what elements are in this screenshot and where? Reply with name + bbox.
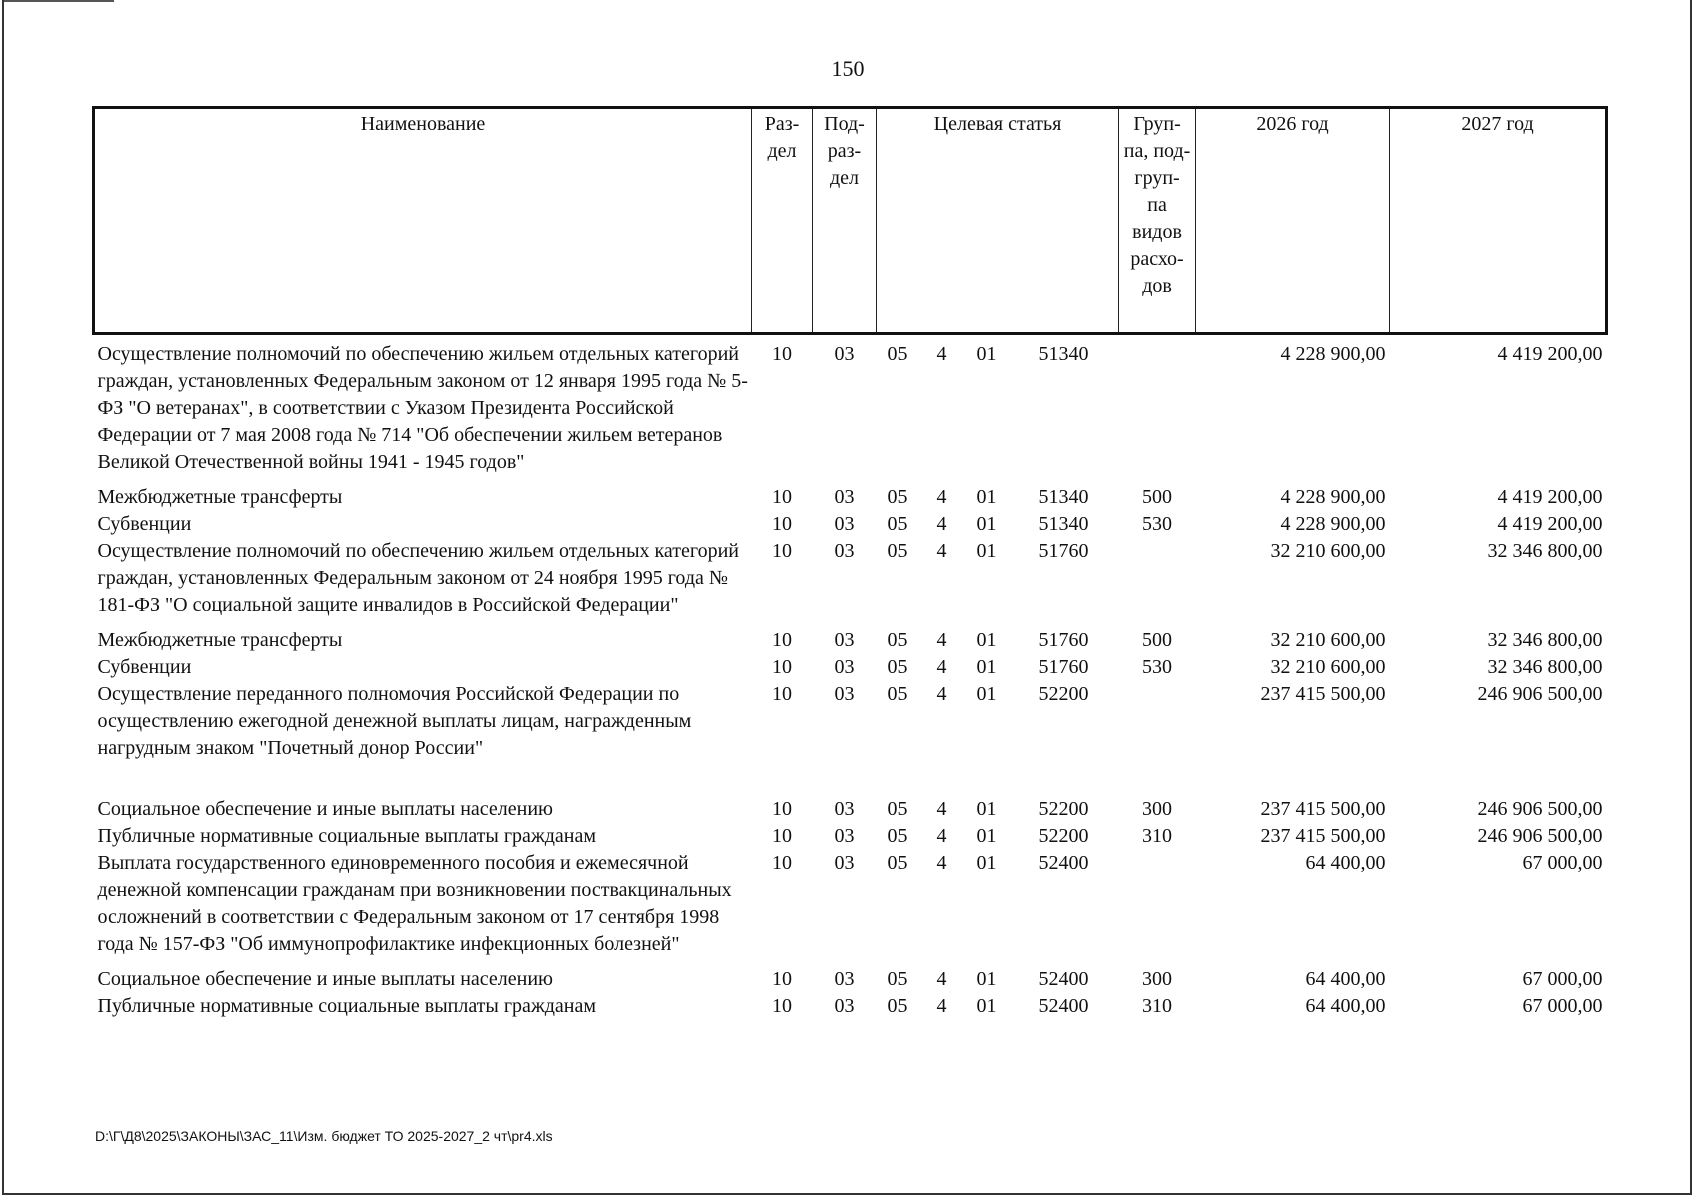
row-amount-2026: 237 415 500,00 <box>1260 798 1386 820</box>
row-podrazdel: 03 <box>834 513 855 535</box>
row-amount-2027: 246 906 500,00 <box>1477 798 1603 820</box>
row-podrazdel: 03 <box>834 995 855 1017</box>
row-razdel: 10 <box>772 825 792 847</box>
header-year-2027: 2027 год <box>1390 108 1607 334</box>
row-amount-2027: 32 346 800,00 <box>1487 540 1603 562</box>
row-podrazdel: 03 <box>834 798 855 820</box>
row-target-type: 4 <box>936 629 947 651</box>
row-target-subprogram: 01 <box>976 486 997 508</box>
row-name: Публичные нормативные социальные выплаты гражданам <box>97 825 597 847</box>
row-target-type: 4 <box>936 852 947 874</box>
row-amount-2026: 4 228 900,00 <box>1280 486 1386 508</box>
row-target-subprogram: 01 <box>976 513 997 535</box>
header-name: Наименование <box>94 108 752 334</box>
row-name: Социальное обеспечение и иные выплаты населению <box>97 968 553 990</box>
row-amount-2027: 246 906 500,00 <box>1477 825 1603 847</box>
row-amount-2026: 64 400,00 <box>1305 995 1386 1017</box>
row-podrazdel: 03 <box>834 825 855 847</box>
row-amount-2026: 237 415 500,00 <box>1260 825 1386 847</box>
row-target-subprogram: 01 <box>976 343 997 365</box>
row-expense-group <box>1119 850 1196 966</box>
table-row <box>94 627 1607 654</box>
table-row <box>94 681 1607 796</box>
row-podrazdel: 03 <box>834 852 855 874</box>
row-amount-2027: 32 346 800,00 <box>1487 629 1603 651</box>
row-razdel: 10 <box>772 852 792 874</box>
row-target-type: 4 <box>936 513 947 535</box>
table-row <box>94 334 1607 485</box>
row-target-direction: 52400 <box>1038 968 1089 990</box>
row-expense-group <box>1119 334 1196 485</box>
row-expense-group: 300 <box>1142 968 1173 990</box>
row-target-subprogram: 01 <box>976 656 997 678</box>
table-row <box>94 796 1607 823</box>
row-amount-2027: 246 906 500,00 <box>1477 683 1603 705</box>
header-razdel: Раз- дел <box>752 108 813 334</box>
table-row <box>94 966 1607 993</box>
row-amount-2027: 4 419 200,00 <box>1497 513 1603 535</box>
row-target-direction: 51340 <box>1038 513 1089 535</box>
row-razdel: 10 <box>772 629 792 651</box>
row-amount-2027: 67 000,00 <box>1522 995 1603 1017</box>
row-target-program: 05 <box>887 683 908 705</box>
table-row <box>94 654 1607 681</box>
row-target-direction: 52400 <box>1038 852 1089 874</box>
row-target-direction: 52400 <box>1038 995 1089 1017</box>
row-target-direction: 52200 <box>1038 798 1089 820</box>
row-razdel: 10 <box>772 540 792 562</box>
row-razdel: 10 <box>772 656 792 678</box>
row-target-subprogram: 01 <box>976 995 997 1017</box>
row-razdel: 10 <box>772 995 792 1017</box>
row-target-program: 05 <box>887 343 908 365</box>
row-name: Осуществление полномочий по обеспечению жильем отдельных категорий граждан, установленных Федеральным законом от 12 января 1995 года № 5-ФЗ "О ветеранах", в соответствии с Указом Президента Российской Федерации от 7 мая 2008 года № 714 "Об обеспечении жильем ветеранов Великой Отечественной войны 1941 - 1945 годов" <box>97 343 748 473</box>
row-expense-group: 300 <box>1142 798 1173 820</box>
row-amount-2026: 32 210 600,00 <box>1270 540 1386 562</box>
row-podrazdel: 03 <box>834 486 855 508</box>
row-name: Субвенции <box>97 513 192 535</box>
row-target-subprogram: 01 <box>976 683 997 705</box>
table-row <box>94 511 1607 538</box>
row-name: Социальное обеспечение и иные выплаты населению <box>97 798 553 820</box>
row-target-program: 05 <box>887 656 908 678</box>
row-amount-2027: 67 000,00 <box>1522 852 1603 874</box>
row-target-program: 05 <box>887 825 908 847</box>
row-target-direction: 51760 <box>1038 540 1089 562</box>
row-podrazdel: 03 <box>834 540 855 562</box>
row-podrazdel: 03 <box>834 629 855 651</box>
row-name: Публичные нормативные социальные выплаты гражданам <box>97 995 597 1017</box>
row-expense-group: 500 <box>1142 486 1173 508</box>
page-number: 150 <box>831 56 865 81</box>
row-target-subprogram: 01 <box>976 629 997 651</box>
table-row <box>94 993 1607 1020</box>
row-expense-group: 500 <box>1142 629 1173 651</box>
file-path-footer: D:\Г\Д8\2025\ЗАКОНЫ\ЗАС_11\Изм. бюджет ТО 2025-2027_2 чт\pr4.xls <box>95 1128 553 1144</box>
row-target-direction: 52200 <box>1038 683 1089 705</box>
row-target-type: 4 <box>936 683 947 705</box>
row-target-direction: 51340 <box>1038 486 1089 508</box>
row-target-subprogram: 01 <box>976 968 997 990</box>
row-target-program: 05 <box>887 486 908 508</box>
table-row <box>94 850 1607 966</box>
row-amount-2026: 64 400,00 <box>1305 968 1386 990</box>
table-row <box>94 484 1607 511</box>
row-amount-2026: 4 228 900,00 <box>1280 513 1386 535</box>
table-row <box>94 823 1607 850</box>
row-podrazdel: 03 <box>834 656 855 678</box>
row-podrazdel: 03 <box>834 683 855 705</box>
table-header-row <box>94 108 1607 334</box>
row-expense-group: 530 <box>1142 513 1173 535</box>
row-amount-2026: 32 210 600,00 <box>1270 629 1386 651</box>
row-target-program: 05 <box>887 540 908 562</box>
row-target-program: 05 <box>887 995 908 1017</box>
row-amount-2026: 64 400,00 <box>1305 852 1386 874</box>
row-target-program: 05 <box>887 852 908 874</box>
header-target-article: Целевая статья <box>877 108 1119 334</box>
row-razdel: 10 <box>772 486 792 508</box>
row-razdel: 10 <box>772 968 792 990</box>
row-name: Осуществление переданного полномочия Российской Федерации по осуществлению ежегодной денежной выплаты лицам, награжденным нагрудным знаком "Почетный донор России" <box>97 683 692 759</box>
row-amount-2026: 32 210 600,00 <box>1270 656 1386 678</box>
row-amount-2026: 237 415 500,00 <box>1260 683 1386 705</box>
header-year-2026: 2026 год <box>1196 108 1390 334</box>
row-target-program: 05 <box>887 513 908 535</box>
row-name: Межбюджетные трансферты <box>97 486 343 508</box>
row-name: Выплата государственного единовременного пособия и ежемесячной денежной компенсации гражданам при возникновении поствакцинальных осложнений в соответствии с Федеральным законом от 17 сентября 1998 года № 157-ФЗ "Об иммунопрофилактике инфекционных болезней" <box>97 852 732 955</box>
row-podrazdel: 03 <box>834 343 855 365</box>
row-target-type: 4 <box>936 798 947 820</box>
row-target-program: 05 <box>887 798 908 820</box>
row-target-direction: 51760 <box>1038 656 1089 678</box>
row-target-subprogram: 01 <box>976 825 997 847</box>
row-target-direction: 51340 <box>1038 343 1089 365</box>
row-target-type: 4 <box>936 486 947 508</box>
header-expense-group: Груп- па, под- груп- па видов расхо- дов <box>1119 108 1196 334</box>
row-razdel: 10 <box>772 343 792 365</box>
row-name: Субвенции <box>97 656 192 678</box>
row-target-program: 05 <box>887 968 908 990</box>
row-target-type: 4 <box>936 343 947 365</box>
row-target-subprogram: 01 <box>976 540 997 562</box>
row-target-type: 4 <box>936 968 947 990</box>
row-expense-group: 310 <box>1142 825 1173 847</box>
row-target-direction: 51760 <box>1038 629 1089 651</box>
row-razdel: 10 <box>772 513 792 535</box>
row-amount-2027: 4 419 200,00 <box>1497 343 1603 365</box>
row-amount-2027: 4 419 200,00 <box>1497 486 1603 508</box>
row-target-subprogram: 01 <box>976 798 997 820</box>
table-row <box>94 538 1607 627</box>
row-target-type: 4 <box>936 656 947 678</box>
row-target-type: 4 <box>936 540 947 562</box>
row-expense-group <box>1119 538 1196 627</box>
row-target-direction: 52200 <box>1038 825 1089 847</box>
budget-table <box>92 106 1608 1020</box>
row-razdel: 10 <box>772 683 792 705</box>
row-expense-group: 530 <box>1142 656 1173 678</box>
row-name: Осуществление полномочий по обеспечению жильем отдельных категорий граждан, установленных Федеральным законом от 24 ноября 1995 года № 181-ФЗ "О социальной защите инвалидов в Российской Федерации" <box>97 540 740 616</box>
row-amount-2027: 32 346 800,00 <box>1487 656 1603 678</box>
row-target-type: 4 <box>936 995 947 1017</box>
row-target-type: 4 <box>936 825 947 847</box>
header-podrazdel: Под- раз- дел <box>813 108 877 334</box>
scan-edge-mark <box>4 0 114 2</box>
row-amount-2026: 4 228 900,00 <box>1280 343 1386 365</box>
row-expense-group <box>1119 681 1196 796</box>
row-podrazdel: 03 <box>834 968 855 990</box>
row-target-subprogram: 01 <box>976 852 997 874</box>
row-expense-group: 310 <box>1142 995 1173 1017</box>
row-razdel: 10 <box>772 798 792 820</box>
row-amount-2027: 67 000,00 <box>1522 968 1603 990</box>
row-name: Межбюджетные трансферты <box>97 629 343 651</box>
row-target-program: 05 <box>887 629 908 651</box>
